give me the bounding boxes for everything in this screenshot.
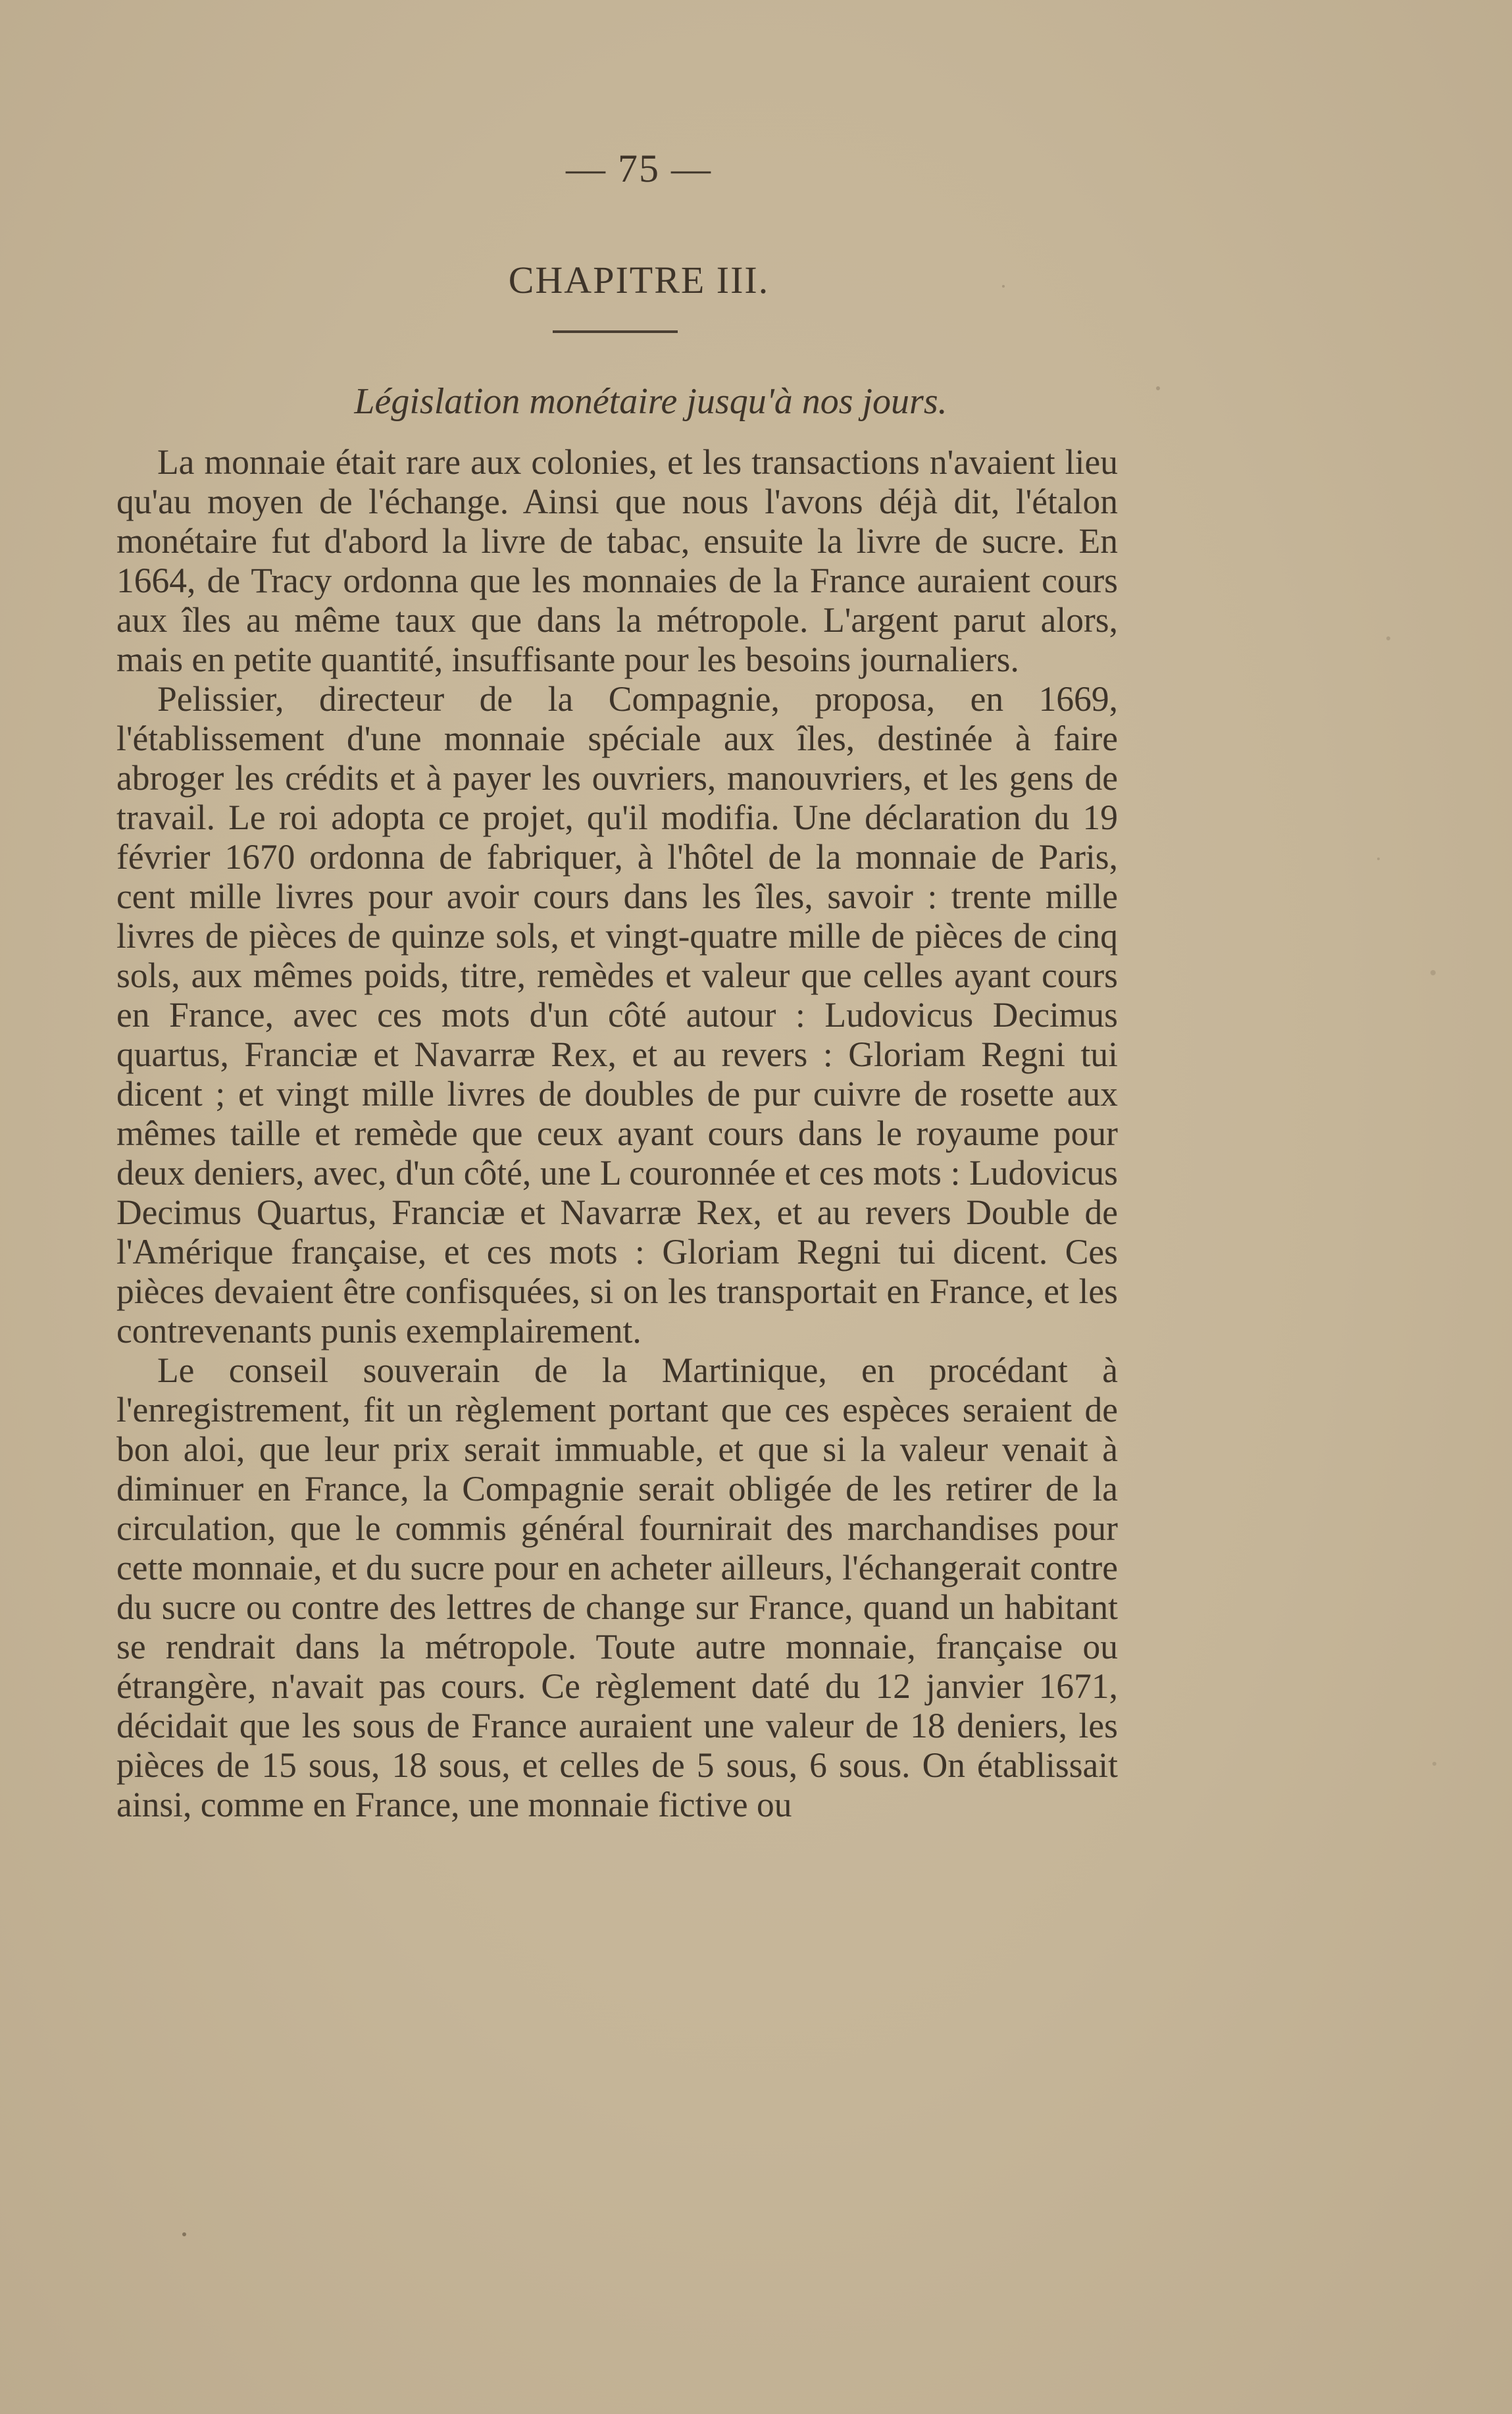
paragraph: Le conseil souverain de la Martinique, en procédant à l'enregistrement, fit un règlement portant que ces espèces seraient de bon aloi, que leur prix serait immuable, et que si la valeur venait à diminuer en France, la Compagnie serait obligée de les retirer de la circulation, que le commis général fournirait des marchandises pour cette monnaie, et du sucre pour en acheter ailleurs, l'échangerait contre du sucre ou contre des lettres de change sur France, quand un habitant se rendrait dans la métropole. Toute autre monnaie, française ou étrangère, n'avait pas cours. Ce règlement daté du 12 janvier 1671, décidait que les sous de France auraient une valeur de 18 deniers, les pièces de 15 sous, 18 sous, et celles de 5 sous, 6 sous. On établissait ainsi, comme en France, une monnaie fictive ou: [116, 1350, 1118, 1824]
paragraph: Pelissier, directeur de la Compagnie, proposa, en 1669, l'établissement d'une monnaie spéciale aux îles, destinée à faire abroger les crédits et à payer les ouvriers, manouvriers, et les gens de travail. Le roi adopta ce projet, qu'il modifia. Une déclaration du 19 février 1670 ordonna de fabriquer, à l'hôtel de la monnaie de Paris, cent mille livres pour avoir cours dans les îles, savoir : trente mille livres de pièces de quinze sols, et vingt-quatre mille de pièces de cinq sols, aux mêmes poids, titre, remèdes et valeur que celles ayant cours en France, avec ces mots d'un côté autour : Ludovicus Decimus quartus, Franciæ et Navarræ Rex, et au revers : Gloriam Regni tui dicent ; et vingt mille livres de doubles de pur cuivre de rosette aux mêmes taille et remède que ceux ayant cours dans le royaume pour deux deniers, avec, d'un côté, une L couronnée et ces mots : Ludovicus Decimus Quartus, Franciæ et Navarræ Rex, et au revers Double de l'Amérique française, et ces mots : Gloriam Regni tui dicent. Ces pièces devaient être confisquées, si on les transportait en France, et les contrevenants punis exemplairement.: [116, 679, 1118, 1350]
body-text: [116, 442, 1118, 1824]
page-number: — 75 —: [566, 147, 712, 190]
chapter-title: CHAPITRE III.: [508, 259, 770, 301]
section-heading: Législation monétaire jusqu'à nos jours.: [354, 381, 947, 422]
paragraph: La monnaie était rare aux colonies, et les transactions n'avaient lieu qu'au moyen de l'échange. Ainsi que nous l'avons déjà dit, l'étalon monétaire fut d'abord la livre de tabac, ensuite la livre de sucre. En 1664, de Tracy ordonna que les monnaies de la France auraient cours aux îles au même taux que dans la métropole. L'argent parut alors, mais en petite quantité, insuffisante pour les besoins journaliers.: [116, 442, 1118, 679]
title-divider: [553, 330, 678, 333]
